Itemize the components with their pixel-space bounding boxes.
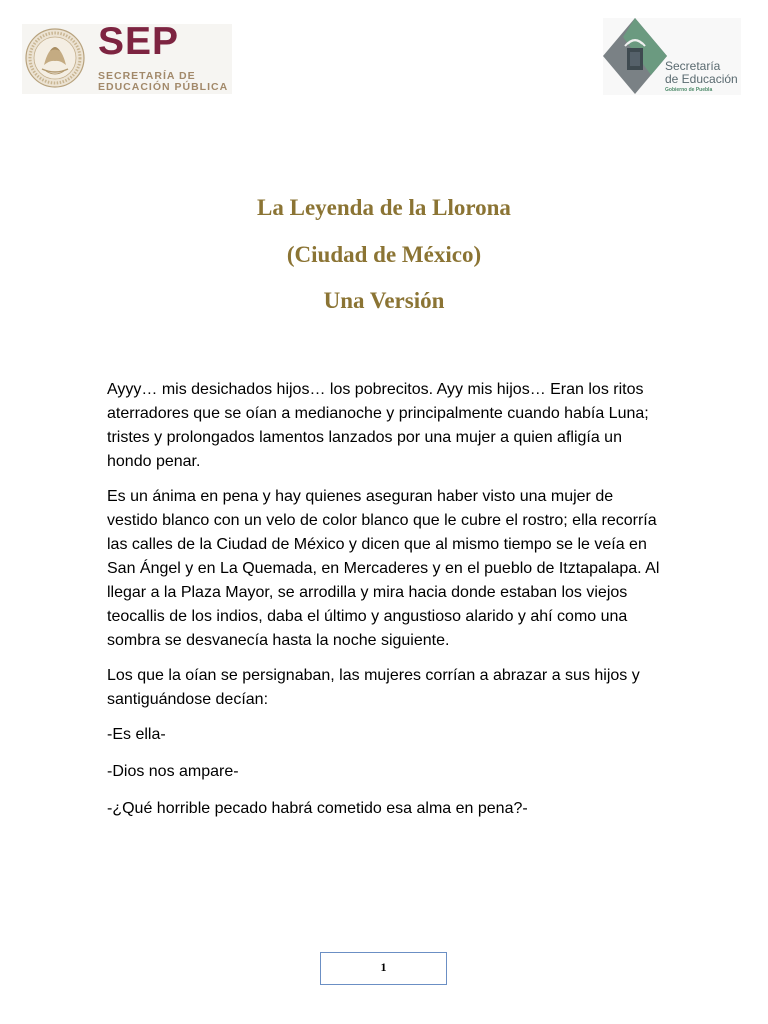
dialogue-line: -Dios nos ampare- <box>107 763 239 780</box>
paragraph: Ayyy… mis desichados hijos… los pobrecitos. Ayy mis hijos… Eran los ritos aterradores que se oían a medianoche y principalmente cuando había Luna; tristes y prolongados lamentos lanzados por una mujer a quien afligía un hondo penar. <box>107 381 649 470</box>
paragraph: Los que la oían se persignaban, las mujeres corrían a abrazar a sus hijos y santiguándose decían: <box>107 667 640 708</box>
mexican-national-seal-icon <box>24 27 86 89</box>
sep-subtitle-line2: EDUCACIÓN PÚBLICA <box>98 81 229 93</box>
sep-logo <box>22 20 232 94</box>
puebla-government-diamond-icon <box>603 18 667 95</box>
secretaria-label: Secretaría <box>665 59 721 73</box>
document-subtitle-version: Una Versión <box>323 288 445 313</box>
dialogue-line: -¿Qué horrible pecado habrá cometido esa alma en pena?- <box>107 800 528 817</box>
dialogue-line: -Es ella- <box>107 726 166 743</box>
de-educacion-label: de Educación <box>665 72 738 86</box>
document-title: La Leyenda de la Llorona <box>257 195 511 220</box>
page-number: 1 <box>320 952 447 985</box>
sep-wordmark: SEP <box>98 20 180 63</box>
puebla-education-logo <box>603 18 741 95</box>
gobierno-puebla-label: Gobierno de Puebla <box>665 87 713 93</box>
sep-subtitle-line1: SECRETARÍA DE <box>98 70 196 82</box>
document-subtitle-location: (Ciudad de México) <box>286 242 482 267</box>
paragraph: Es un ánima en pena y hay quienes aseguran haber visto una mujer de vestido blanco con un velo de color blanco que le cubre el rostro; ella recorría las calles de la Ciudad de México y dicen que al mismo tiempo se le veía en San Ángel y en La Quemada, en Mercaderes y en el pueblo de Itztapalapa. Al llegar a la Plaza Mayor, se arrodilla y mira hacia donde estaban los viejos teocallis de los indios, daba el último y angustioso alarido y ahí como una sombra se desvanecía hasta la noche siguiente. <box>107 488 660 649</box>
document-body <box>107 378 667 834</box>
